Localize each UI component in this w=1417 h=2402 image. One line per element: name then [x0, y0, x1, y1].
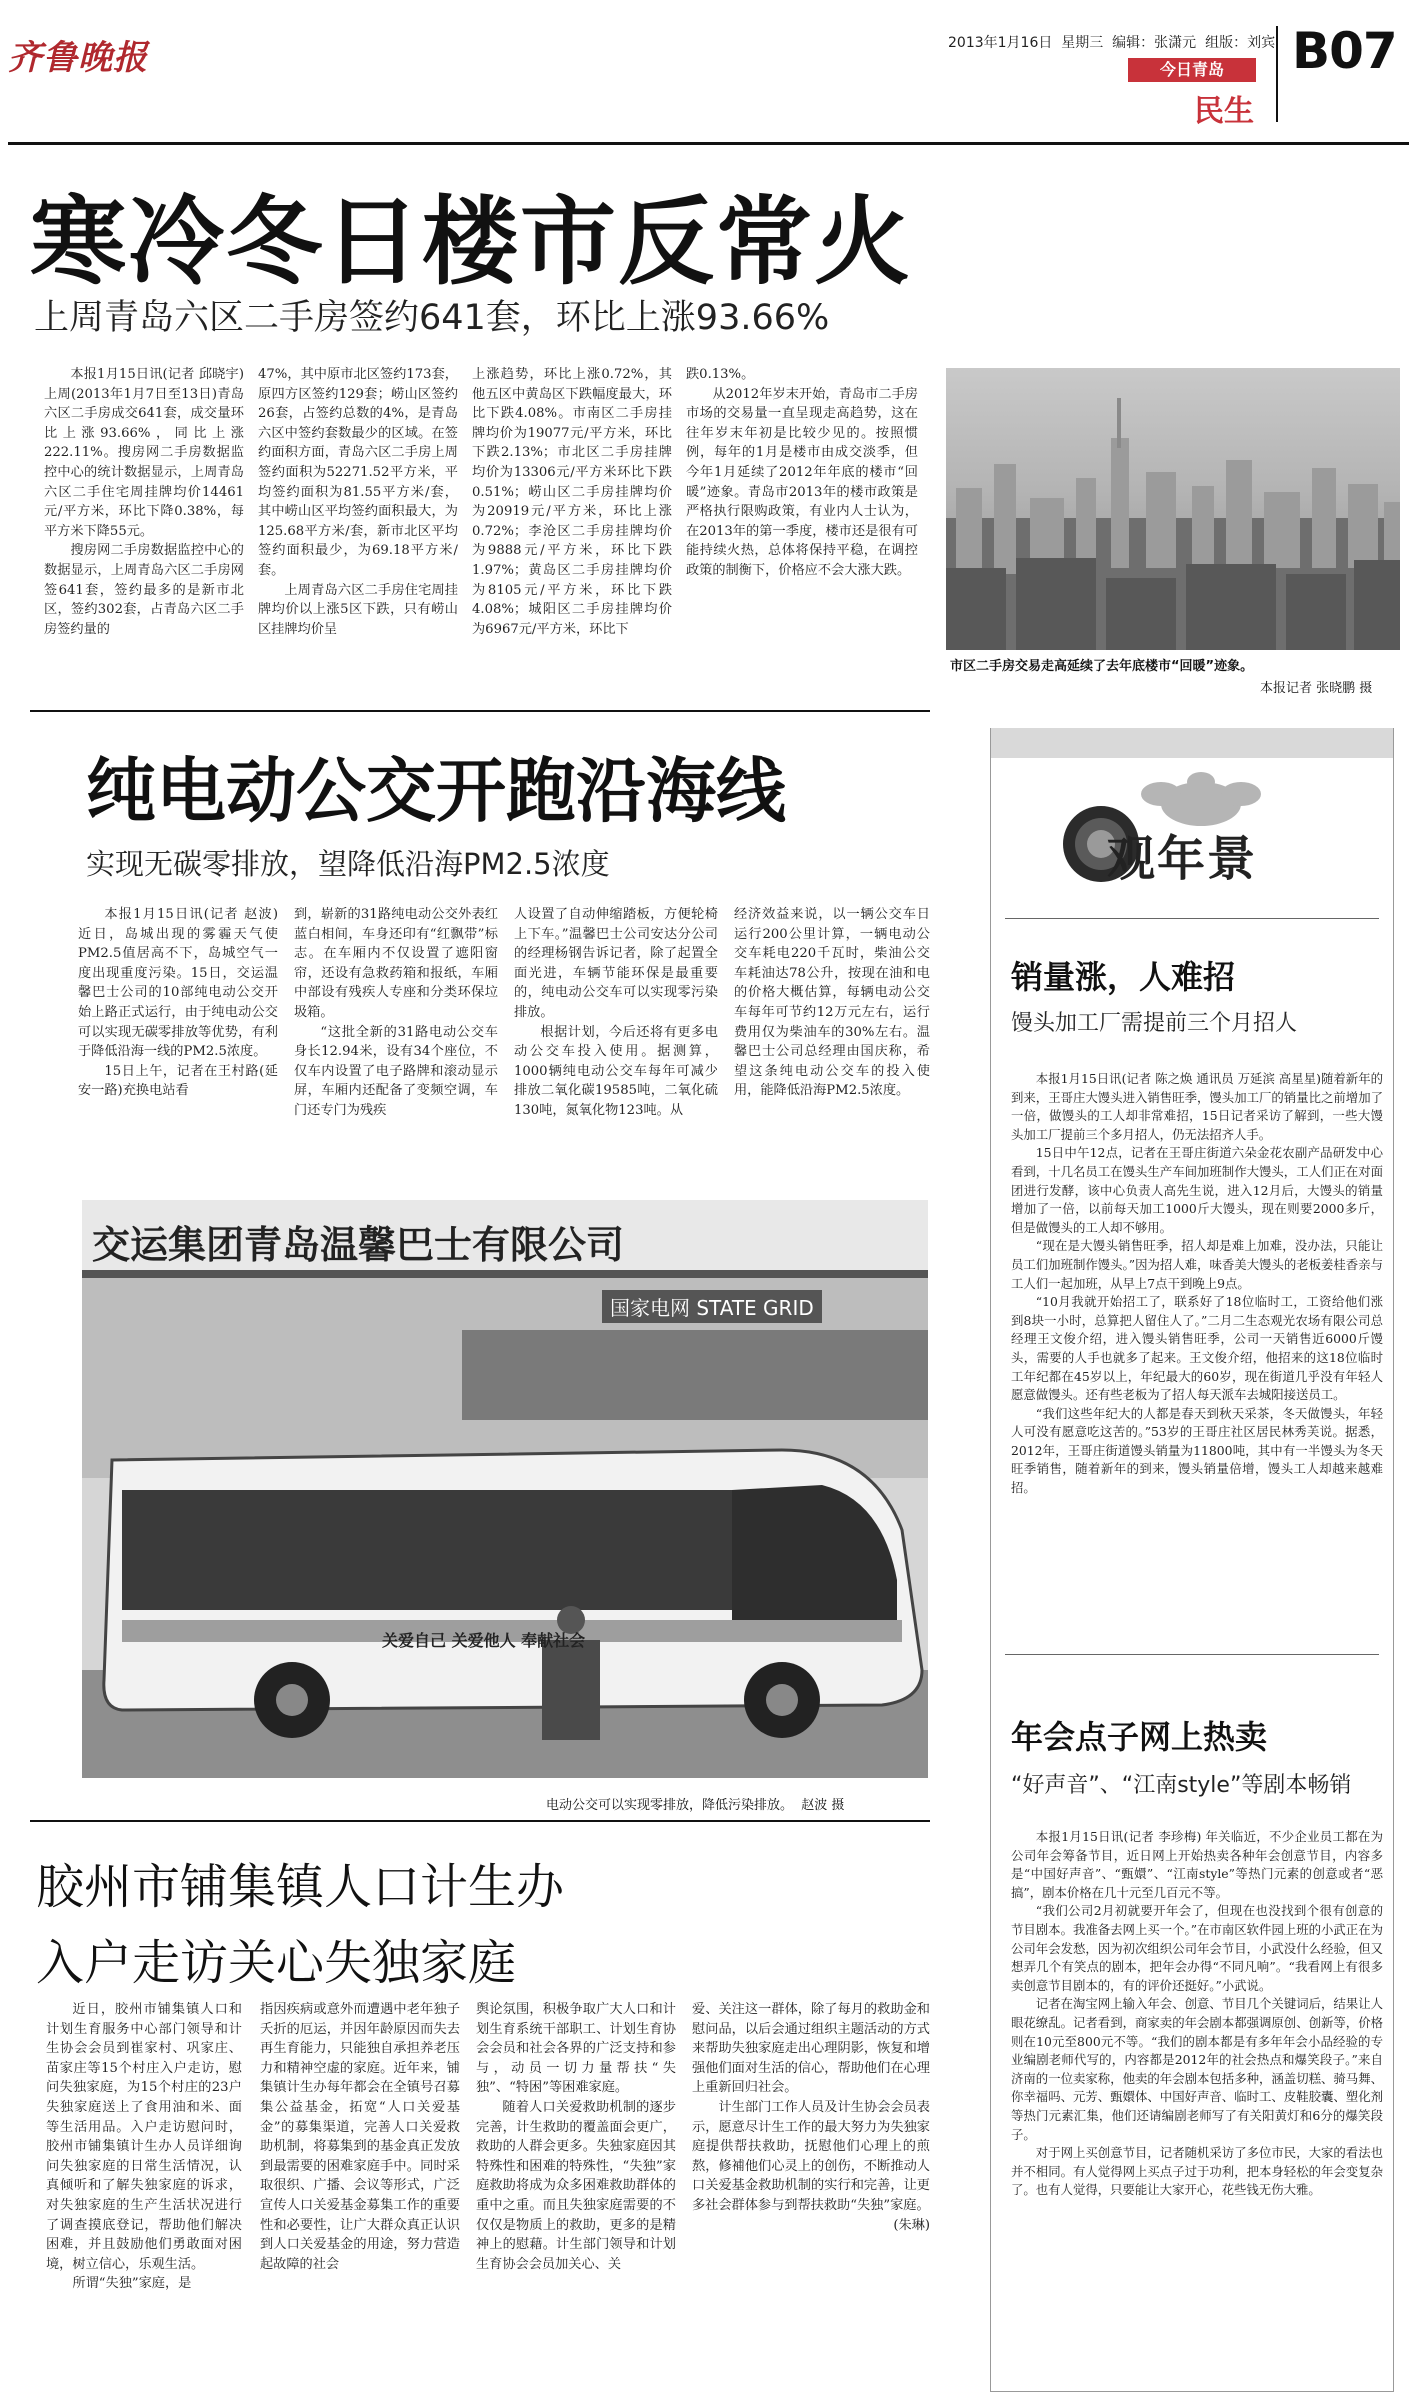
sidebar-mid-rule: [1005, 1654, 1379, 1655]
b1-subhead: 馒头加工厂需提前三个月招人: [1011, 1011, 1298, 1036]
b1-headline: 销量涨，人难招: [1011, 958, 1236, 996]
b2-subhead: “好声音”、“江南style”等剧本畅销: [1011, 1773, 1352, 1798]
a1-col3: [472, 365, 672, 687]
depot-sign: 交运集团青岛温馨巴士有限公司: [92, 1223, 625, 1267]
a3-col2: [260, 2000, 460, 2392]
a2-caption-text: 电动公交可以实现零排放，降低污染排放。: [546, 1798, 794, 1813]
a3-col1: [46, 2000, 242, 2392]
header-divider-vertical: [1276, 26, 1278, 122]
grid-sign: 国家电网 STATE GRID: [602, 1290, 822, 1323]
editor-text: 编辑：张潇元: [1112, 35, 1197, 51]
header-rule: [8, 142, 1409, 145]
a2-c3-p2: 根据计划，今后还将有更多电动公交车投入使用。据测算，1000辆纯电动公交车每年可减少排放二氧化碳19585吨，二氧化硫130吨，氮氧化物123吨。从: [514, 1024, 718, 1118]
bus-illustration: [82, 1200, 928, 1778]
a2-photo-caption: [546, 1794, 844, 1813]
designer-text: 组版：刘宾: [1205, 35, 1276, 51]
masthead-logo: 齐鲁晚报: [8, 38, 148, 78]
date-text: 2013年1月16日: [948, 35, 1053, 51]
a1-photo-city: [946, 368, 1400, 650]
a3-c4-p1: 爱、关注这一群体，除了每月的救助金和慰问品，以后会通过组织主题活动的方式来帮助失独家庭走出心理阴影，恢复和增强他们面对生活的信心，帮助他们在心理上重新回归社会。: [692, 2002, 930, 2096]
a3-c1-p2: 所谓“失独”家庭，是: [72, 2276, 192, 2292]
a1-c1-p1: 本报1月15日讯(记者 邱晓宇) 上周(2013年1月7日至13日)青岛六区二手房成交641套，成交量环比上涨93.66%，同比上涨222.11%。搜房网二手房数据监控中心的统计数据显示，上周青岛六区二手住宅周挂牌均价14461元/平方米，环比下降0.38%，每平方米下降55元。: [44, 367, 244, 539]
city-skyline-graphic: [946, 368, 1400, 650]
a2-col1: [78, 905, 278, 1200]
a1-col1: [44, 365, 244, 687]
a1-subhead: 上周青岛六区二手房签约641套，环比上涨93.66%: [34, 298, 830, 338]
b2-p1: 本报1月15日讯(记者 李珍梅) 年关临近，不少企业员工都在为公司年会筹备节目，近日网上开始热卖各种年会创意节目，内容多是“中国好声音”、“甄嬛”、“江南style”等热门元素的创意或者“恶搞”，剧本价格在几十元至几百元不等。: [1011, 1829, 1383, 1900]
sidebar-banner: [1031, 764, 1351, 914]
a2-c1-p2: 15日上午，记者在王村路(延安一路)充换电站看: [78, 1063, 278, 1099]
b1-p5: “我们这些年纪大的人都是春天到秋天采茶，冬天做馒头，年轻人可没有愿意吃这苦的。”53岁的王哥庄社区居民林秀芙说。据悉，2012年，王哥庄街道馒头销量为11800吨，其中有一半馒头为冬天旺季销售，随着新年的到来，馒头销量倍增，馒头工人却越来越难招。: [1011, 1405, 1383, 1496]
a2-c3-p1: 人设置了自动伸缩踏板，方便轮椅上下车。”温馨巴士公司安达分公司的经理杨钢告诉记者，除了起置全面光进，车辆节能环保是最重要的，纯电动公交车可以实现零污染排放。: [514, 907, 718, 1020]
a2-col3: [514, 905, 718, 1200]
a1-c2-p2: 上周青岛六区二手房住宅周挂牌均价以上涨5区下跌，只有崂山区挂牌均价呈: [258, 582, 458, 637]
b1-p2: 15日中午12点，记者在王哥庄街道六朵金花农副产品研发中心看到，十几名员工在馒头生产车间加班制作大馒头，工人们正在对面团进行发酵，该中心负责人高先生说，进入12月后，大馒头的销量增加了一倍，以前每天加工1000斤大馒头，现在则要2000多斤，但是做馒头的工人却不够用。: [1011, 1145, 1383, 1235]
a2-photo-bus: [82, 1200, 928, 1778]
sidebar-banner-text: 观年景: [1107, 831, 1258, 887]
a1-c1-p2: 搜房网二手房数据监控中心的数据显示，上周青岛六区二手房网签641套，签约最多的是新市北区，签约302套，占青岛六区二手房签约量的: [44, 543, 244, 637]
a2-bottom-rule: [30, 1820, 930, 1822]
a1-col4: [686, 365, 918, 687]
weekday-text: 星期三: [1061, 35, 1104, 51]
sidebar-banner-rule: [1005, 918, 1379, 919]
section-name: 民生: [1194, 94, 1254, 129]
a1-c3-p1: 上涨趋势，环比上涨0.72%，其他五区中黄岛区下跌幅度最大，环比下跌4.08%。市南区二手房挂牌均价为19077元/平方米，环比下跌2.13%；市北区二手房挂牌均价为13306元/平方米环比下跌0.51%；崂山区二手房挂牌均价为20919元/平方米，环比上涨0.72%；李沧区二手房挂牌均价为9888元/平方米，环比下跌1.97%；黄岛区二手房挂牌均价为8105元/平方米，环比下跌4.08%；城阳区二手房挂牌均价为6967元/平方米，环比下: [472, 367, 672, 637]
bus-banner: 关爱自己 关爱他人 奉献社会: [382, 1631, 586, 1650]
a1-photo-credit: 本报记者 张晓鹏 摄: [1260, 681, 1373, 696]
a2-subhead: 实现无碳零排放，望降低沿海PM2.5浓度: [86, 847, 610, 881]
a3-headline-line1: 胶州市铺集镇人口计生办: [36, 1859, 565, 1915]
a3-headline-line2: 入户走访关心失独家庭: [36, 1935, 517, 1991]
a3-c1-p1: 近日，胶州市铺集镇人口和计划生育服务中心部门领导和计生协会会员到崔家村、巩家庄、苗家庄等15个村庄入户走访，慰问失独家庭，为15个村庄的23户失独家庭送上了食用油和米、面等生活用品。入户走访慰问时，胶州市铺集镇计生办人员详细询问失独家庭的日常生活情况，认真倾听和了解失独家庭的诉求，对失独家庭的生产生活状况进行了调查摸底登记，帮助他们解决困难，并且鼓励他们勇敢面对困境，树立信心，乐观生活。: [46, 2002, 242, 2272]
a1-c4-p2: 从2012年岁末开始，青岛市二手房市场的交易量一直呈现走高趋势，这在往年岁末年初是比较少见的。按照惯例，每年的1月是楼市由成交淡季，但今年1月延续了2012年年底的楼市“回暖”迹象。青岛市2013年的楼市政策是严格执行限购政策，有业内人士认为，在2013年的第一季度，楼市还是很有可能持续火热，总体将保持平稳，在调控政策的制衡下，价格应不会大涨大跌。: [686, 386, 918, 578]
a1-c2-p1: 47%，其中原市北区签约173套，原四方区签约129套；崂山区签约26套，占签约总数的4%，是青岛六区中签约套数最少的区域。在签约面积方面，青岛六区二手房上周签约面积为52271.52平方米，平均签约面积为81.55平方米/套，其中崂山区平均签约面积最大，为125.68平方米/套，新市北区平均签约面积最少，为69.18平方米/套。: [258, 367, 458, 578]
a3-c3-p2: 随着人口关爱救助机制的逐步完善，计生救助的覆盖面会更广，救助的人群会更多。失独家庭因其特殊性和困难的特殊性，“失独”家庭救助将成为众多困难救助群体的重中之重。而且失独家庭需要的不仅仅是物质上的救助，更多的是精神上的慰藉。计生部门领导和计划生育协会会员加关心、关: [476, 2099, 676, 2272]
a1-photo-caption: 市区二手房交易走高延续了去年底楼市“回暖”迹象。: [950, 659, 1254, 674]
b1-p1: 本报1月15日讯(记者 陈之焕 通讯员 万延滨 高星星)随着新年的到来，王哥庄大馒头进入销售旺季，馒头加工厂的销量比之前增加了一倍，做馒头的工人却非常难招，15日记者采访了解到，一些大馒头加工厂提前三个多月招人，仍无法招齐人手。: [1011, 1071, 1383, 1142]
a2-c2-p2: “这批全新的31路电动公交车身长12.94米，设有34个座位，不仅车内设置了电子路牌和滚动显示屏，车厢内还配备了变频空调，车门还专门为残疾: [294, 1024, 498, 1118]
a2-credit-text: 赵波 摄: [801, 1798, 845, 1813]
b2-p2: “我们公司2月初就要开年会了，但现在也没找到个很有创意的节目剧本。我准备去网上买一个。”在市南区软件园上班的小武正在为公司年会发愁，因为初次组织公司年会节目，小武没什么经验，但又想弄几个有笑点的剧本，把年会办得“不同凡响”。“我看网上有很多卖创意节目剧本的，有的评价还挺好。”小武说。: [1011, 1903, 1383, 1993]
b2-headline: 年会点子网上热卖: [1011, 1718, 1268, 1756]
section-tag: 今日青岛: [1128, 58, 1256, 82]
sidebar: [990, 728, 1394, 2392]
issue-date: [948, 32, 1275, 52]
b2-p3: 记者在淘宝网上输入年会、创意、节目几个关键词后，结果让人眼花缭乱。记者看到，商家卖的年会剧本都强调原创、创新等，价格则在10元至800元不等。“我们的剧本都是有多年年会小品经验的专业编剧老师代写的，内容都是2012年的社会热点和爆笑段子。”来自济南的一位卖家称，他卖的年会剧本包括多种，涵盖切糕、骑马舞、你幸福吗、元芳、甄嬛体、中国好声音、临时工、皮鞋胶囊、塑化剂等热门元素汇集，他们还请编剧老师写了有关阳黄灯和6分的爆笑段子。: [1011, 1996, 1383, 2142]
b1-body: [1011, 1070, 1383, 1642]
a1-bottom-rule: [30, 710, 930, 712]
a2-c4-p1: 经济效益来说，以一辆公交车日运行200公里计算，一辆电动公交车耗电220千瓦时，柴油公交车耗油达78公升，按现在油和电的价格大概估算，每辆电动公交车每年可节约12万元左右，运行费用仅为柴油车的30%左右。温馨巴士公司总经理由国庆称，希望这条纯电动公交车的投入使用，能降低沿海PM2.5浓度。: [734, 907, 930, 1099]
a2-col4: [734, 905, 930, 1200]
a2-col2: [294, 905, 498, 1200]
a3-c2-p1: 指因疾病或意外而遭遇中老年独子夭折的厄运，并因年龄原因而失去再生育能力，只能独自承担养老压力和精神空虚的家庭。近年来，铺集镇计生办每年都会在全镇号召募集公益基金，拓宽“人口关爱基金”的募集渠道，完善人口关爱救助机制，将募集到的基金真正发放到最需要的困难家庭手中。同时采取很织、广播、会议等形式，广泛宣传人口关爱基金募集工作的重要性和必要性，让广大群众真正认识到人口关爱基金的用途，努力营造起故障的社会: [260, 2002, 460, 2272]
b2-p4: 对于网上买创意节目，记者随机采访了多位市民，大家的看法也并不相同。有人觉得网上买点子过于功利，把本身轻松的年会变复杂了。也有人觉得，只要能让大家开心，花些钱无伤大雅。: [1011, 2145, 1383, 2198]
a3-sign: (朱琳): [893, 2217, 930, 2233]
a1-col2: [258, 365, 458, 687]
sidebar-top-band: [991, 728, 1393, 758]
a2-headline: 纯电动公交开跑沿海线: [86, 750, 786, 832]
a3-c3-p1: 舆论氛围，积极争取广大人口和计划生育系统干部职工、计划生育协会会员和社会各界的广泛支持和参与，动员一切力量帮扶“失独”、“特困”等困难家庭。: [476, 2002, 676, 2096]
a1-c4-p1: 跌0.13%。: [686, 367, 755, 382]
b1-p4: “10月我就开始招工了，联系好了18位临时工，工资给他们涨到8块一小时，总算把人留住人了。”二月二生态观光农场有限公司总经理王文俊介绍，进入馒头销售旺季，公司一天销售近6000斤馒头，需要的人手也就多了起来。王文俊介绍，他招来的这18位临时工年纪都在45岁以上，年纪最大的60岁，现在街道几乎没有年轻人愿意做馒头。还有些老板为了招人每天派车去城阳接送员工。: [1011, 1294, 1383, 1403]
a3-c4-p2: 计生部门工作人员及计生协会会员表示，愿意尽计生工作的最大努力为失独家庭提供帮扶救助，抚慰他们心理上的煎熬，修補他们心灵上的创伤，不断推动人口关爱基金救助机制的实行和完善，让更多社会群体参与到帮扶救助“失独”家庭。: [692, 2099, 930, 2213]
page-number: B07: [1292, 22, 1397, 80]
a2-c2-p1: 到，崭新的31路纯电动公交外表红蓝白相间，车身还印有“红飘带”标志。在车厢内不仅设置了遮阳窗帘，还设有急救药箱和报纸，车厢中部设有残疾人专座和分类环保垃圾箱。: [294, 907, 498, 1020]
a3-col3: [476, 2000, 676, 2392]
b2-body: [1011, 1828, 1383, 2380]
a2-c1-p1: 本报1月15日讯(记者 赵波) 近日，岛城出现的雾霾天气使PM2.5值居高不下，岛城空气一度出现重度污染。15日，交运温馨巴士公司的10部纯电动公交开始上路正式运行，由于纯电动公交可以实现无碳零排放等优势，有利于降低沿海一线的PM2.5浓度。: [78, 907, 278, 1060]
a1-headline: 寒冷冬日楼市反常火: [30, 186, 912, 298]
b1-p3: “现在是大馒头销售旺季，招人却是难上加难，没办法，只能让员工们加班制作馒头。”因为招人难，味香美大馒头的老板姜桂香亲与工人们一起加班，从早上7点干到晚上9点。: [1011, 1238, 1383, 1291]
a3-col4: [692, 2000, 930, 2392]
